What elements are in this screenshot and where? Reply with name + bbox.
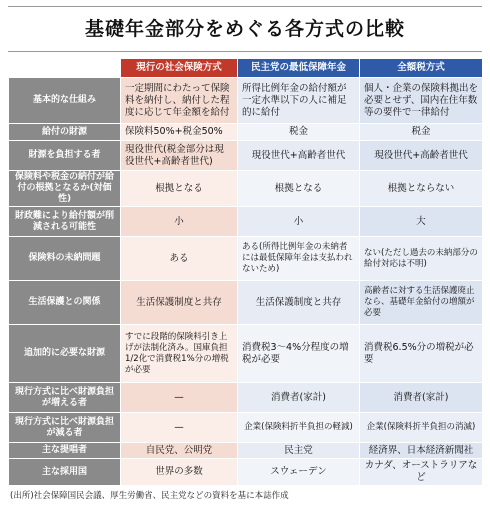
table-cell: 高齢者に対する生活保護廃止なら、基礎年金給付の増額が必要 (360, 281, 483, 325)
comparison-table (8, 58, 483, 486)
table-cell: 消費税3〜4%分程度の増税が必要 (238, 325, 360, 383)
table-cell: 経済界、日本経済新聞社 (360, 443, 483, 459)
table-cell: 現役世代+高齢者世代 (360, 141, 483, 171)
row-label: 現行方式に比べ財源負担が増える者 (9, 383, 121, 413)
table-row (9, 459, 483, 486)
table-row (9, 413, 483, 443)
table-cell: 個人・企業の保険料拠出を必要とせず、国内在住年数等の要件で一律給付 (360, 78, 483, 124)
table-cell: 保険料50%+税金50% (121, 124, 238, 141)
row-label: 基本的な仕組み (9, 78, 121, 124)
table-cell: — (121, 413, 238, 443)
row-label: 生活保護との関係 (9, 281, 121, 325)
table-cell: 小 (121, 207, 238, 237)
table-cell: 現役世代(税金部分は現役世代+高齢者世代) (121, 141, 238, 171)
row-label: 現行方式に比べ財源負担が減る者 (9, 413, 121, 443)
header-current-system: 現行の社会保険方式 (121, 59, 238, 78)
row-label: 主な採用国 (9, 459, 121, 486)
table-cell: 一定期間にわたって保険料を納付し、納付した程度に応じて年金額を給付 (121, 78, 238, 124)
row-label: 財政難により給付額が削減される可能性 (9, 207, 121, 237)
table-cell: スウェーデン (238, 459, 360, 486)
table-cell: 消費者(家計) (238, 383, 360, 413)
table-cell: 根拠とならない (360, 171, 483, 207)
row-label: 保険料や税金の納付が給付の根拠となるか(対価性) (9, 171, 121, 207)
table-cell: カナダ、オーストラリアなど (360, 459, 483, 486)
table-cell: 生活保護制度と共存 (238, 281, 360, 325)
table-row (9, 171, 483, 207)
table-header-row (9, 59, 483, 78)
table-cell: 企業(保険料折半負担の軽減) (238, 413, 360, 443)
table-row (9, 124, 483, 141)
header-full-tax: 全額税方式 (360, 59, 483, 78)
table-row (9, 207, 483, 237)
source-note: (出所)社会保障国民会議、厚生労働省、民主党などの資料を基に本誌作成 (10, 491, 289, 501)
row-label: 財源を負担する者 (9, 141, 121, 171)
table-cell: 大 (360, 207, 483, 237)
table-cell: 根拠となる (121, 171, 238, 207)
table-cell: 税金 (238, 124, 360, 141)
row-label: 主な提唱者 (9, 443, 121, 459)
table-row (9, 383, 483, 413)
table-cell: 現役世代+高齢者世代 (238, 141, 360, 171)
table-cell: 消費税6.5%分の増税が必要 (360, 325, 483, 383)
document-title: 基礎年金部分をめぐる各方式の比較 (8, 6, 482, 52)
table-cell: ある (121, 237, 238, 281)
table-cell: — (121, 383, 238, 413)
table-cell: 税金 (360, 124, 483, 141)
table-cell: 所得比例年金の給付額が一定水準以下の人に補足的に給付 (238, 78, 360, 124)
table-cell: 自民党、公明党 (121, 443, 238, 459)
table-row (9, 78, 483, 124)
table-row (9, 237, 483, 281)
table-cell: 企業(保険料折半負担の消滅) (360, 413, 483, 443)
table-cell: ない(ただし過去の未納部分の給付対応は不明) (360, 237, 483, 281)
table-row (9, 325, 483, 383)
table-cell: ある(所得比例年金の未納者には最低保障年金は支払われないため) (238, 237, 360, 281)
table-row (9, 281, 483, 325)
table-cell: 根拠となる (238, 171, 360, 207)
row-label: 追加的に必要な財源 (9, 325, 121, 383)
header-corner (9, 59, 121, 78)
table-cell: 世界の多数 (121, 459, 238, 486)
row-label: 給付の財源 (9, 124, 121, 141)
table-cell: 民主党 (238, 443, 360, 459)
table-cell: 小 (238, 207, 360, 237)
table-cell: 生活保護制度と共存 (121, 281, 238, 325)
table-cell: 消費者(家計) (360, 383, 483, 413)
table-row (9, 141, 483, 171)
row-label: 保険料の未納問題 (9, 237, 121, 281)
header-dpj-minimum-pension: 民主党の最低保障年金 (238, 59, 360, 78)
table-row (9, 443, 483, 459)
table-cell: すでに段階的保険料引き上げが法制化済み。国庫負担1/2化で消費税1%分の増税が必要 (121, 325, 238, 383)
